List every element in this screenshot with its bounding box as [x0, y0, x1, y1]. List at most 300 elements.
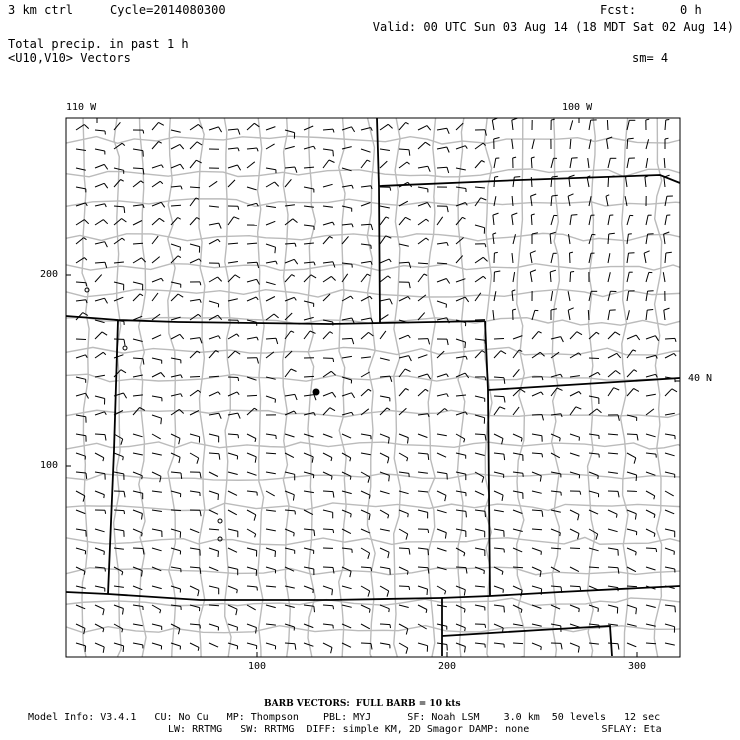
- wind-barb-shaft: [114, 510, 124, 511]
- wind-barb-shaft: [589, 624, 599, 625]
- wind-barb-shaft: [513, 434, 522, 438]
- wind-barb-shaft: [494, 158, 496, 168]
- county-line: [66, 442, 680, 449]
- wind-barb-shaft: [152, 293, 158, 301]
- wind-barb-shaft: [190, 299, 200, 301]
- wind-barb-shaft: [152, 434, 161, 439]
- wind-barb-flag: [637, 435, 638, 441]
- wind-barb-shaft: [532, 624, 542, 626]
- wind-barb-shaft: [494, 586, 503, 589]
- wind-barb-shaft: [494, 453, 504, 454]
- wind-barb-flag: [295, 243, 296, 246]
- wind-barb-flag: [530, 251, 536, 253]
- wind-barb-flag: [237, 392, 239, 395]
- wind-barb-flag: [295, 644, 296, 650]
- wind-barb-shaft: [418, 643, 428, 646]
- wind-barb-shaft: [646, 453, 656, 454]
- wind-barb-shaft: [418, 491, 428, 492]
- wind-barb-flag: [331, 458, 332, 461]
- wind-barb-shaft: [399, 162, 407, 168]
- wind-barb-flag: [86, 473, 87, 479]
- wind-barb-shaft: [627, 291, 629, 301]
- wind-barb-flag: [428, 529, 429, 533]
- wind-barb-shaft: [570, 586, 580, 587]
- wind-barb-flag: [84, 628, 85, 634]
- wind-barb-flag: [123, 646, 124, 652]
- wind-barb-shaft: [646, 394, 656, 396]
- wind-barb-shaft: [228, 129, 238, 130]
- wind-barb-shaft: [645, 177, 646, 187]
- wind-barb-shaft: [607, 139, 609, 149]
- wind-barb-shaft: [209, 277, 218, 282]
- wind-barb-shaft: [418, 274, 424, 282]
- wind-barb-flag: [122, 143, 125, 145]
- wind-barb-flag: [181, 186, 182, 189]
- wind-barb-flag: [428, 166, 430, 172]
- wind-barb-shaft: [513, 369, 519, 377]
- wind-barb-shaft: [95, 605, 104, 609]
- county-line: [139, 118, 146, 657]
- wind-barb-shaft: [171, 375, 181, 377]
- wind-barb-shaft: [361, 434, 371, 436]
- wind-barb-flag: [351, 296, 353, 299]
- wind-barb-flag: [103, 647, 104, 653]
- wind-barb-flag: [408, 514, 409, 518]
- wind-barb-flag: [103, 352, 106, 354]
- wind-barb-shaft: [608, 353, 617, 358]
- wind-barb-flag: [103, 629, 104, 632]
- wind-barb-flag: [331, 371, 335, 375]
- wind-barb-flag: [180, 334, 184, 339]
- wind-barb-shaft: [171, 294, 178, 301]
- wind-barb-flag: [465, 146, 467, 149]
- wind-barb-shaft: [95, 529, 105, 532]
- wind-barb-shaft: [152, 491, 162, 492]
- wind-barb-shaft: [171, 164, 180, 168]
- wind-barb-shaft: [493, 234, 494, 244]
- wind-barb-flag: [257, 358, 259, 364]
- wind-barb-flag: [636, 475, 637, 481]
- wind-barb-shaft: [266, 314, 274, 320]
- wind-barb-flag: [314, 262, 315, 265]
- forecast-hour: 0 h: [680, 3, 702, 17]
- wind-barb-shaft: [323, 605, 333, 606]
- wind-barb-flag: [105, 242, 108, 247]
- wind-barb-shaft: [323, 129, 333, 130]
- wind-barb-shaft: [266, 529, 276, 531]
- wind-barb-flag: [142, 514, 143, 520]
- wind-barb-shaft: [551, 215, 554, 225]
- wind-barb-shaft: [646, 139, 649, 149]
- wind-barb-flag: [540, 476, 541, 482]
- wind-barb-flag: [409, 549, 410, 555]
- wind-barb-shaft: [152, 218, 159, 225]
- wind-barb-flag: [350, 571, 351, 577]
- wind-barb-shaft: [95, 624, 104, 629]
- wind-barb-shaft: [114, 206, 124, 207]
- wind-barb-shaft: [190, 567, 200, 568]
- wind-barb-shaft: [323, 149, 333, 150]
- wind-barb-flag: [569, 175, 575, 177]
- wind-barb-shaft: [133, 453, 143, 455]
- wind-barb-shaft: [532, 491, 542, 493]
- wind-barb-shaft: [456, 510, 466, 511]
- wind-barb-shaft: [342, 510, 351, 514]
- wind-barb-shaft: [76, 529, 86, 531]
- wind-barb-flag: [333, 129, 334, 132]
- wind-barb-shaft: [209, 548, 219, 551]
- wind-barb-shaft: [570, 353, 579, 358]
- wind-barb-flag: [616, 514, 617, 517]
- x-tick-100: 100: [248, 661, 267, 672]
- wind-barb-shaft: [95, 453, 104, 458]
- wind-barb-flag: [255, 439, 256, 442]
- wind-barb-shaft: [627, 215, 630, 225]
- wind-barb-shaft: [589, 215, 591, 225]
- wind-barb-flag: [493, 233, 496, 234]
- wind-barb-flag: [238, 206, 239, 210]
- wind-barb-flag: [197, 458, 199, 464]
- wind-barb-flag: [218, 239, 220, 242]
- wind-barb-flag: [219, 263, 220, 267]
- wind-barb-shaft: [323, 624, 333, 625]
- wind-barb-shaft: [95, 491, 104, 495]
- wind-barb-shaft: [627, 643, 636, 647]
- cycle-label: Cycle=2014080300: [110, 3, 226, 17]
- wind-barb-shaft: [380, 206, 390, 208]
- wind-barb-flag: [494, 252, 497, 253]
- wind-barb-flag: [633, 350, 636, 351]
- wind-barb-flag: [541, 647, 542, 650]
- y-tick-200: 200: [40, 269, 59, 280]
- wind-barb-shaft: [380, 624, 390, 625]
- wind-barb-flag: [628, 138, 634, 139]
- wyoming-east-border: [377, 118, 380, 323]
- wind-barb-shaft: [646, 374, 656, 377]
- wind-barb-shaft: [361, 491, 370, 495]
- wind-barb-flag: [636, 552, 637, 555]
- wind-barb-shaft: [646, 643, 656, 644]
- wind-barb-shaft: [76, 339, 86, 340]
- wind-barb-shaft: [304, 548, 314, 550]
- wind-barb-shaft: [399, 624, 408, 629]
- y-tick-100: 100: [40, 460, 59, 471]
- wind-barb-flag: [200, 510, 201, 516]
- wind-barb-flag: [371, 224, 373, 230]
- wind-barb-shaft: [323, 160, 329, 168]
- wind-barb-shaft: [209, 643, 218, 647]
- wind-barb-shaft: [304, 491, 314, 493]
- wind-barb-flag: [332, 589, 333, 595]
- wind-barb-shaft: [380, 643, 390, 645]
- wind-barb-shaft: [76, 415, 86, 417]
- wind-barb-flag: [85, 646, 86, 652]
- forecast-label: Fcst:: [600, 3, 637, 17]
- wind-barb-shaft: [266, 472, 276, 474]
- wind-barb-flag: [634, 389, 639, 392]
- wind-barb-flag: [368, 591, 370, 597]
- wind-barb-flag: [552, 176, 558, 177]
- wind-barb-flag: [254, 408, 257, 410]
- wind-barb-flag: [447, 374, 449, 377]
- wind-barb-shaft: [133, 548, 143, 549]
- wind-barb-flag: [103, 609, 104, 615]
- wind-barb-shaft: [532, 139, 534, 149]
- wind-barb-shaft: [646, 310, 647, 320]
- wind-barb-shaft: [304, 225, 314, 226]
- wind-barb-shaft: [418, 472, 428, 473]
- wind-barb-shaft: [456, 548, 465, 553]
- wind-barb-shaft: [361, 586, 370, 591]
- wind-barb-shaft: [228, 165, 238, 168]
- wind-barb-flag: [86, 355, 88, 358]
- wind-barb-flag: [105, 435, 106, 441]
- wind-barb-shaft: [399, 434, 408, 438]
- wind-barb-shaft: [95, 548, 104, 551]
- wind-barb-shaft: [570, 605, 579, 609]
- wind-barb-flag: [424, 274, 427, 276]
- latitude-label-40n: 40 N: [688, 373, 713, 384]
- wind-barb-shaft: [95, 472, 105, 474]
- wind-barb-shaft: [266, 244, 276, 247]
- wind-barb-flag: [389, 475, 390, 481]
- wind-barb-shaft: [608, 253, 610, 263]
- wind-barb-flag: [406, 122, 409, 124]
- wind-barb-flag: [255, 457, 256, 463]
- wind-barb-shaft: [608, 567, 618, 568]
- wind-barb-flag: [407, 571, 408, 574]
- wind-barb-shaft: [304, 243, 314, 244]
- county-line: [66, 410, 680, 417]
- wind-barb-shaft: [285, 167, 295, 168]
- wind-barb-flag: [314, 413, 316, 416]
- texas-panhandle-border: [442, 626, 612, 656]
- wind-barb-shaft: [418, 238, 426, 244]
- wind-barb-flag: [409, 356, 412, 361]
- wind-barb-flag: [618, 568, 619, 574]
- wind-barb-shaft: [646, 434, 656, 437]
- wind-barb-shaft: [209, 472, 218, 477]
- wind-barb-shaft: [95, 275, 102, 282]
- wind-barb-shaft: [475, 586, 485, 587]
- wind-barb-shaft: [114, 472, 124, 474]
- wind-barb-shaft: [323, 206, 333, 207]
- wind-barb-shaft: [266, 643, 276, 646]
- wind-barb-shaft: [209, 510, 218, 514]
- wind-barb-shaft: [456, 395, 466, 396]
- wind-barb-shaft: [361, 160, 367, 168]
- wind-barb-shaft: [664, 177, 665, 187]
- wind-barb-flag: [493, 213, 499, 215]
- wind-barb-shaft: [171, 358, 181, 360]
- wind-barb-flag: [446, 279, 449, 284]
- wind-barb-shaft: [76, 586, 86, 588]
- wind-barb-flag: [428, 549, 429, 555]
- wind-barb-shaft: [304, 331, 310, 339]
- wind-barb-shaft: [247, 187, 257, 190]
- wind-barb-shaft: [171, 205, 181, 206]
- wind-barb-shaft: [570, 548, 580, 549]
- wind-barb-shaft: [342, 586, 352, 589]
- wind-barb-shaft: [494, 407, 500, 415]
- wind-barb-shaft: [568, 291, 570, 301]
- wind-barb-flag: [580, 491, 581, 494]
- wind-barb-shaft: [361, 624, 370, 629]
- wind-barb-shaft: [625, 196, 627, 206]
- wind-barb-shaft: [627, 158, 629, 168]
- wind-barb-shaft: [323, 237, 330, 245]
- wind-barb-flag: [219, 413, 221, 419]
- wind-barb-shaft: [589, 358, 599, 359]
- wind-barb-flag: [124, 393, 127, 398]
- wind-barb-shaft: [266, 586, 276, 587]
- wind-barb-shaft: [133, 605, 143, 607]
- wind-barb-flag: [542, 511, 543, 517]
- wind-barb-shaft: [152, 358, 162, 360]
- wind-barb-flag: [531, 214, 534, 215]
- wind-barb-flag: [568, 308, 574, 310]
- wind-barb-shaft: [209, 239, 218, 244]
- wind-barb-flag: [635, 514, 636, 520]
- wind-barb-shaft: [190, 377, 200, 378]
- wind-barb-shaft: [171, 144, 180, 149]
- wind-barb-shaft: [304, 187, 314, 189]
- wind-barb-flag: [408, 335, 410, 338]
- wind-barb-flag: [352, 127, 355, 132]
- wind-barb-shaft: [380, 491, 390, 494]
- wind-barb-shaft: [190, 548, 200, 550]
- county-line: [308, 118, 316, 657]
- wind-barb-shaft: [209, 336, 219, 339]
- county-line: [394, 118, 401, 657]
- wind-barb-shaft: [665, 491, 674, 496]
- wind-barb-shaft: [114, 180, 121, 188]
- wind-barb-shaft: [304, 472, 314, 475]
- wind-barb-shaft: [228, 392, 237, 396]
- wind-barb-flag: [122, 238, 125, 240]
- wind-barb-flag: [238, 378, 239, 382]
- wind-barb-shaft: [399, 389, 406, 397]
- wind-barb-shaft: [399, 262, 409, 263]
- wind-barb-flag: [105, 298, 108, 303]
- wind-barb-shaft: [570, 529, 579, 533]
- wind-barb-shaft: [437, 167, 447, 168]
- wind-barb-shaft: [247, 262, 257, 263]
- wind-barb-shaft: [437, 263, 447, 264]
- wind-barb-flag: [406, 389, 409, 391]
- wind-barb-flag: [646, 119, 649, 120]
- wind-barb-flag: [541, 392, 543, 395]
- wind-barb-flag: [390, 299, 393, 304]
- wind-barb-flag: [368, 553, 370, 559]
- wind-barb-flag: [371, 568, 372, 572]
- wind-barb-shaft: [418, 567, 428, 568]
- wind-barb-flag: [368, 389, 371, 391]
- wind-barb-shaft: [209, 605, 219, 606]
- wind-barb-shaft: [399, 149, 409, 150]
- wind-barb-shaft: [589, 120, 591, 130]
- wind-barb-shaft: [361, 203, 370, 207]
- wind-barb-flag: [597, 409, 602, 413]
- wind-barb-shaft: [361, 261, 371, 263]
- wind-barb-flag: [462, 217, 465, 219]
- wind-barb-shaft: [228, 434, 238, 435]
- county-line: [654, 118, 661, 657]
- wind-barb-shaft: [627, 389, 634, 397]
- wind-barb-flag: [161, 202, 164, 207]
- wind-barb-shaft: [646, 510, 655, 515]
- wind-barb-flag: [427, 589, 428, 595]
- wind-barb-shaft: [456, 146, 465, 149]
- wind-barb-shaft: [285, 434, 295, 437]
- wind-barb-flag: [352, 185, 353, 188]
- wind-barb-shaft: [646, 272, 649, 282]
- wind-barb-flag: [514, 177, 520, 178]
- wind-barb-flag: [513, 309, 516, 310]
- wind-barb-flag: [614, 388, 620, 390]
- wind-barb-flag: [350, 476, 351, 479]
- wind-barb-shaft: [266, 127, 275, 130]
- wind-barb-flag: [675, 338, 676, 341]
- wind-barb-shaft: [627, 472, 637, 475]
- wind-barb-shaft: [323, 408, 330, 415]
- wind-barb-shaft: [456, 453, 466, 455]
- wind-barb-shaft: [190, 244, 200, 247]
- wind-barb-shaft: [304, 453, 313, 457]
- wind-barb-shaft: [437, 453, 446, 457]
- wind-barb-shaft: [228, 510, 237, 515]
- wind-barb-flag: [654, 515, 655, 518]
- wind-barb-flag: [447, 206, 448, 212]
- wind-barb-shaft: [493, 215, 494, 225]
- wind-barb-shaft: [76, 434, 86, 436]
- wind-barb-flag: [178, 256, 181, 258]
- wind-barb-flag: [540, 571, 541, 577]
- wind-barb-flag: [389, 609, 390, 612]
- wind-barb-shaft: [399, 586, 409, 587]
- smoothing-label: sm= 4: [632, 51, 669, 65]
- wind-barb-shaft: [95, 643, 104, 647]
- wind-barb-flag: [578, 514, 579, 520]
- wind-barb-shaft: [646, 472, 655, 475]
- wind-barb-shaft: [437, 128, 447, 130]
- wind-barb-flag: [84, 125, 88, 129]
- wind-barb-shaft: [171, 130, 181, 132]
- wind-barb-flag: [464, 609, 465, 612]
- wind-barb-shaft: [266, 453, 276, 454]
- wind-barb-flag: [276, 261, 277, 264]
- wind-barb-shaft: [475, 453, 485, 456]
- wind-barb-flag: [197, 142, 202, 145]
- wind-barb-shaft: [247, 472, 257, 475]
- wind-barb-shaft: [532, 529, 542, 530]
- wind-barb-shaft: [76, 220, 84, 225]
- wind-barb-flag: [234, 217, 240, 219]
- wind-barb-shaft: [190, 338, 200, 339]
- wind-barb-flag: [198, 314, 201, 316]
- wind-barb-shaft: [323, 276, 331, 282]
- wind-barb-flag: [295, 167, 297, 173]
- wind-barb-shaft: [607, 120, 608, 130]
- wind-barb-shaft: [361, 643, 371, 644]
- wind-barb-shaft: [228, 586, 237, 590]
- wind-barb-flag: [105, 204, 107, 207]
- wind-barb-shaft: [247, 453, 256, 457]
- x-tick-300: 300: [628, 661, 647, 672]
- wind-barb-flag: [330, 408, 335, 411]
- wind-barb-flag: [409, 587, 410, 590]
- wind-barb-flag: [447, 167, 449, 173]
